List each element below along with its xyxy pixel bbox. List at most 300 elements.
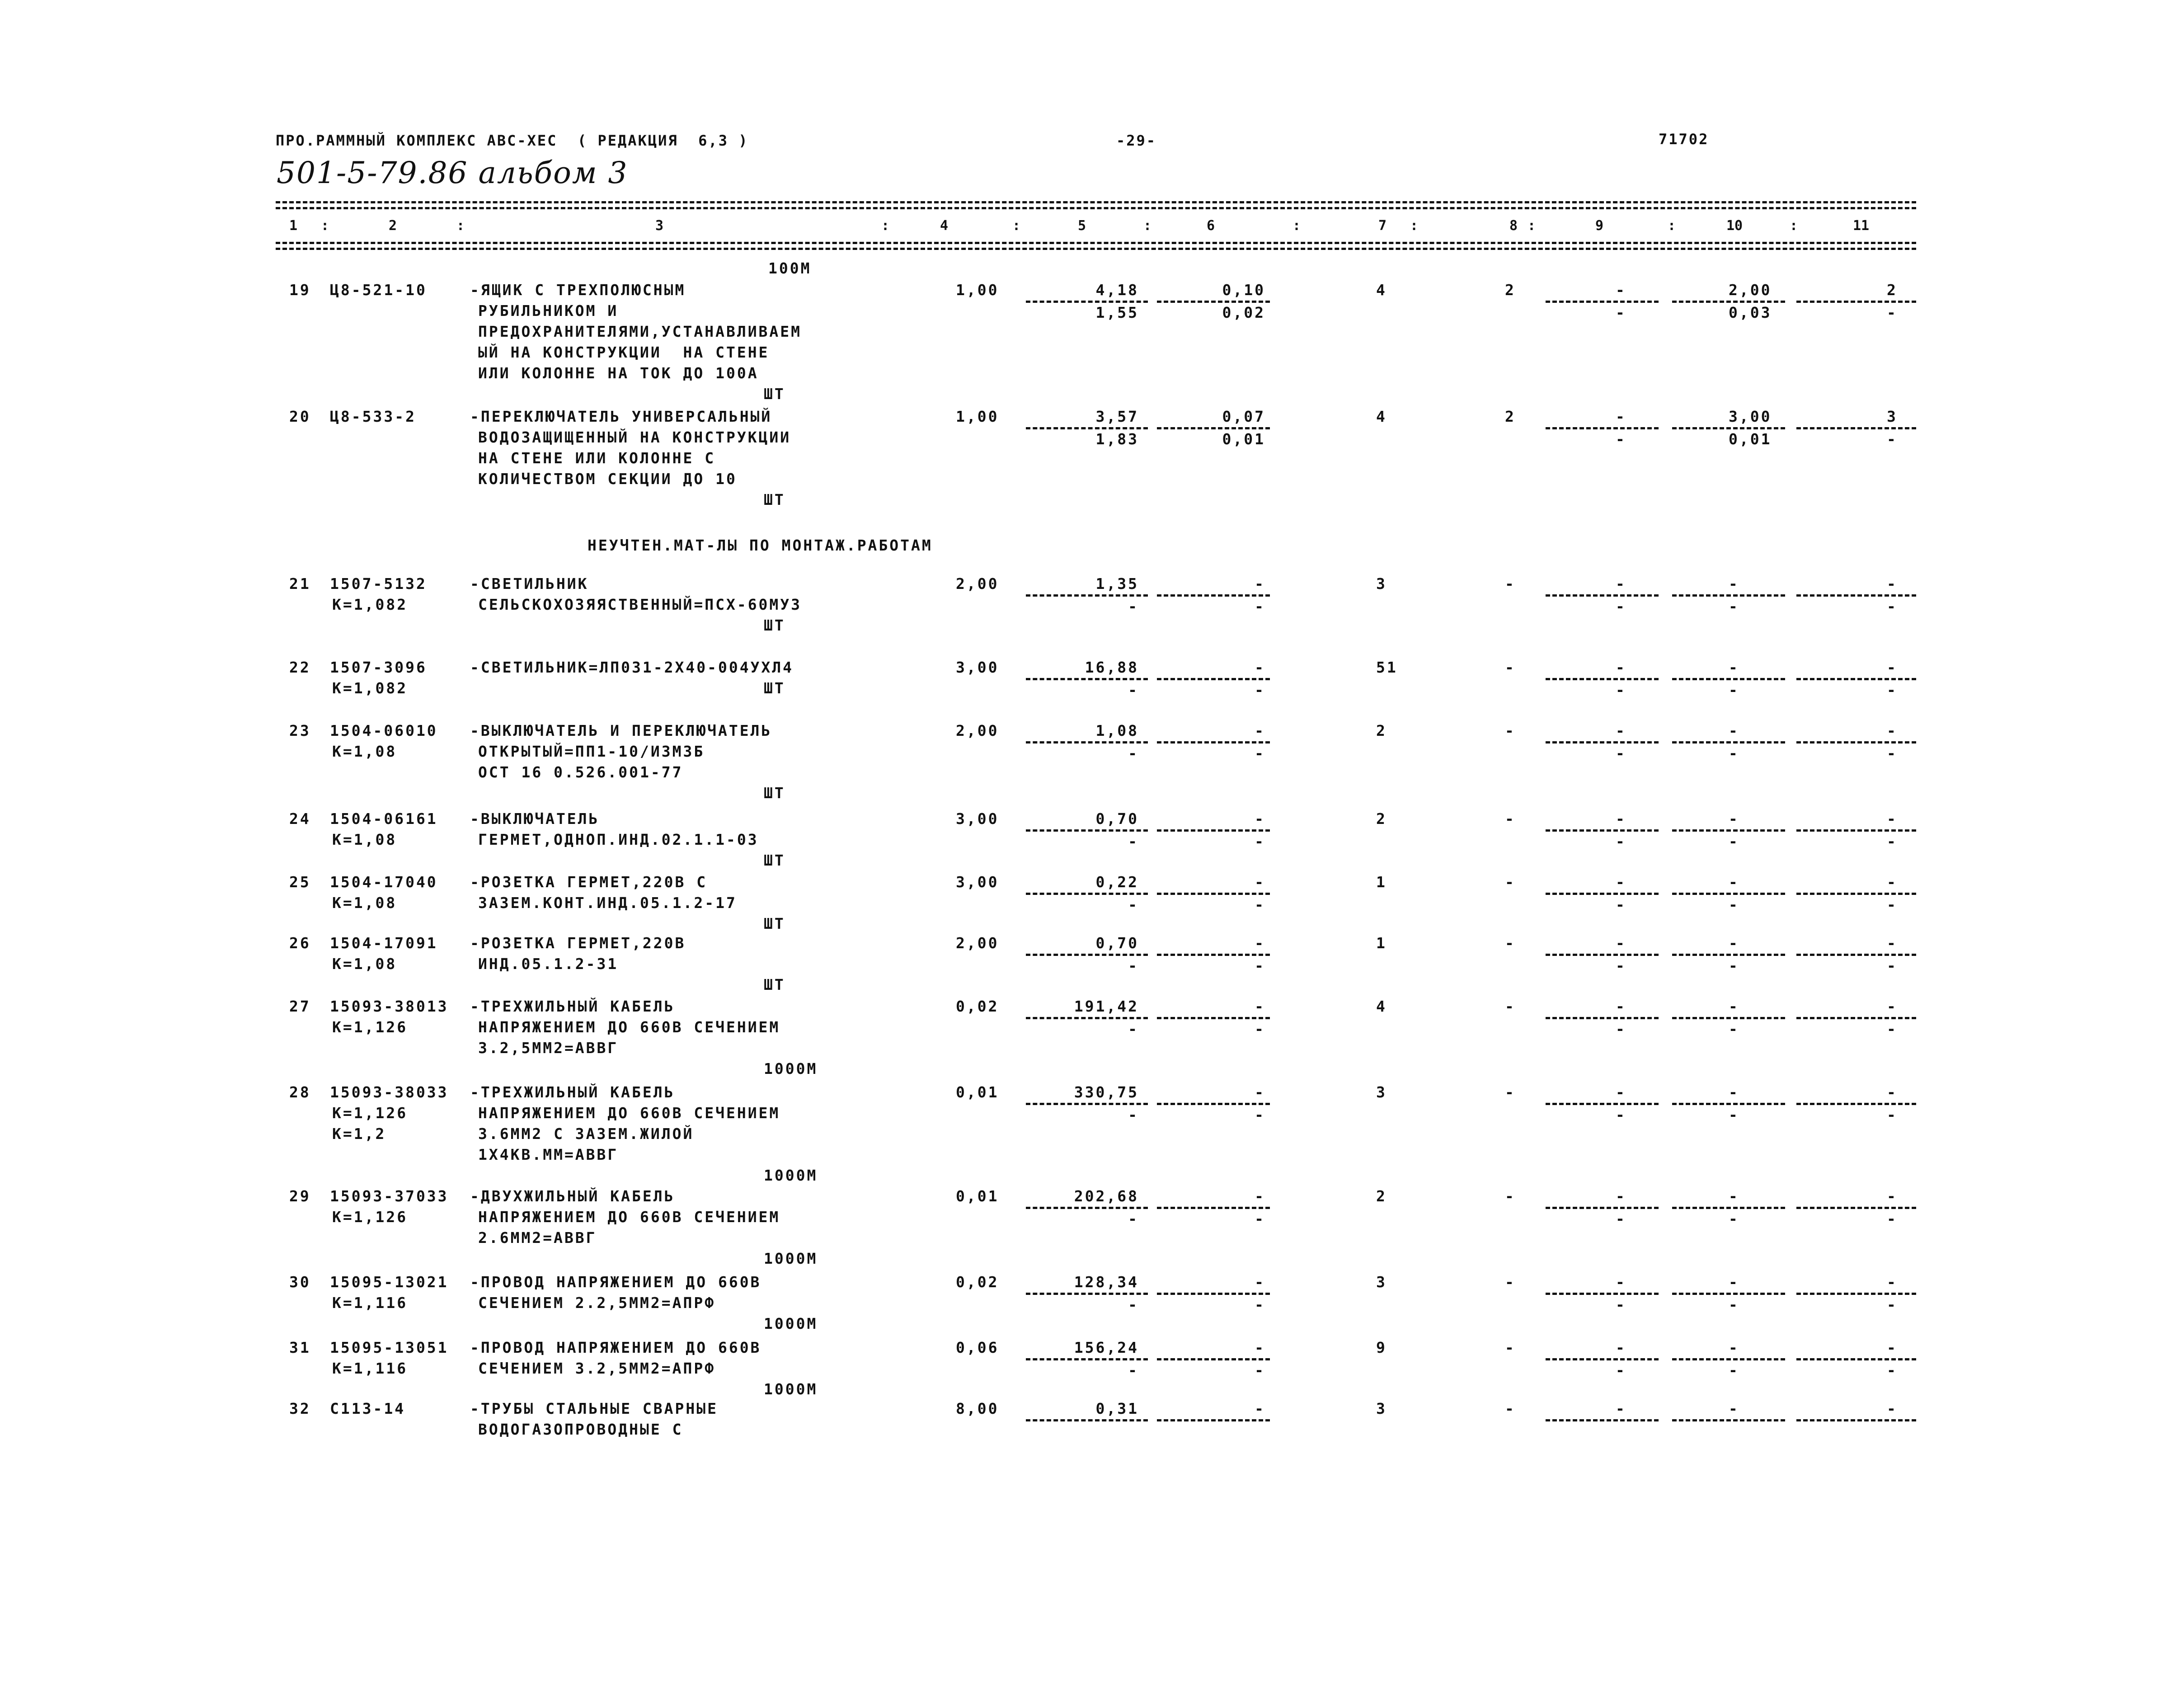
subtotal-dash-line (1796, 893, 1916, 895)
row-code: Ц8-521-10 (330, 281, 427, 299)
subtotal-dash-line (1157, 893, 1270, 895)
row-code: 1507-3096 (330, 659, 427, 676)
col9-value: - (1616, 873, 1626, 891)
column-number-9: 9 (1595, 218, 1604, 234)
header-rule-top-1 (276, 201, 1916, 203)
subtotal-dash-line (1026, 594, 1148, 597)
col7-value: 4 (1376, 281, 1387, 299)
row-number: 23 (289, 722, 311, 739)
subtotal-dash-line (1157, 427, 1270, 429)
col4-quantity: 3,00 (956, 659, 999, 676)
col6-subvalue: - (1255, 833, 1265, 850)
column-separator: : (1790, 218, 1798, 234)
subtotal-dash-line (1796, 1017, 1916, 1019)
row-number: 25 (289, 873, 311, 891)
row-coefficient: К=1,08 (332, 894, 397, 912)
col6-value: - (1255, 1083, 1265, 1101)
row-coefficient: К=1,08 (332, 831, 397, 848)
col6-value: - (1255, 722, 1265, 739)
subtotal-dash-line (1157, 954, 1270, 956)
col10-subvalue: - (1729, 1210, 1739, 1228)
col5-value: 0,70 (1095, 810, 1139, 828)
col10-subvalue: - (1729, 1106, 1739, 1124)
col8-value: - (1505, 934, 1516, 952)
subtotal-dash-line (1546, 829, 1659, 832)
subtotal-dash-line (1796, 1358, 1916, 1360)
row-description-line: СЕЛЬСКОХОЗЯЯСТВЕННЫЙ=ПСХ-60МУ3 (478, 596, 802, 613)
col4-quantity: 0,01 (956, 1083, 999, 1101)
row-code: 15095-13021 (330, 1273, 449, 1291)
subtotal-dash-line (1546, 678, 1659, 680)
row-description-line: -СВЕТИЛЬНИК=ЛП031-2Х40-004УХЛ4 (470, 659, 794, 676)
col11-value: - (1887, 1400, 1898, 1417)
col11-value: - (1887, 934, 1898, 952)
subtotal-dash-line (1546, 1017, 1659, 1019)
col10-subvalue: - (1729, 1020, 1739, 1038)
col10-value: - (1729, 873, 1739, 891)
row-description-line: КОЛИЧЕСТВОМ СЕКЦИИ ДО 10 (478, 470, 737, 488)
col4-quantity: 0,02 (956, 1273, 999, 1291)
col9-subvalue: - (1616, 1210, 1626, 1228)
row-description-line: -ПЕРЕКЛЮЧАТЕЛЬ УНИВЕРСАЛЬНЫЙ (470, 408, 772, 425)
col8-value: 2 (1505, 408, 1516, 425)
row-unit: 1000М (764, 1250, 818, 1267)
subtotal-dash-line (1546, 1358, 1659, 1360)
col10-subvalue: - (1729, 744, 1739, 762)
col9-subvalue: - (1616, 1361, 1626, 1379)
col9-value: - (1616, 575, 1626, 593)
row-description-line: НАПРЯЖЕНИЕМ ДО 660В СЕЧЕНИЕМ (478, 1208, 780, 1226)
row-unit: ШТ (764, 679, 785, 697)
col5-value: 1,35 (1095, 575, 1139, 593)
row-number: 31 (289, 1339, 311, 1356)
subtotal-dash-line (1157, 1017, 1270, 1019)
col4-quantity: 0,06 (956, 1339, 999, 1356)
row-description-line: -ВЫКЛЮЧАТЕЛЬ И ПЕРЕКЛЮЧАТЕЛЬ (470, 722, 772, 739)
subtotal-dash-line (1026, 1419, 1148, 1421)
row-description-line: ПРЕДОХРАНИТЕЛЯМИ,УСТАНАВЛИВАЕМ (478, 323, 802, 340)
row-coefficient: К=1,08 (332, 955, 397, 973)
col7-value: 51 (1376, 659, 1398, 676)
col4-quantity: 8,00 (956, 1400, 999, 1417)
subtotal-dash-line (1157, 1207, 1270, 1209)
subtotal-dash-line (1672, 594, 1785, 597)
row-description-line: СЕЧЕНИЕМ 3.2,5ММ2=АПРФ (478, 1360, 716, 1377)
col10-subvalue: - (1729, 681, 1739, 699)
row-description-line: 2.6ММ2=АВВГ (478, 1229, 597, 1247)
col11-value: - (1887, 575, 1898, 593)
column-number-4: 4 (940, 218, 949, 234)
section-heading: НЕУЧТЕН.МАТ-ЛЫ ПО МОНТАЖ.РАБОТАМ (588, 536, 933, 554)
col9-value: - (1616, 1273, 1626, 1291)
subtotal-dash-line (1026, 1207, 1148, 1209)
column-number-11: 11 (1853, 218, 1870, 234)
col11-value: - (1887, 1273, 1898, 1291)
col9-subvalue: - (1616, 957, 1626, 974)
subtotal-dash-line (1026, 829, 1148, 832)
column-separator: : (1143, 218, 1152, 234)
col6-value: - (1255, 998, 1265, 1015)
subtotal-dash-line (1546, 301, 1659, 303)
subtotal-dash-line (1796, 741, 1916, 743)
col11-value: - (1887, 810, 1898, 828)
column-separator: : (881, 218, 890, 234)
subtotal-dash-line (1672, 893, 1785, 895)
col6-value: - (1255, 1187, 1265, 1205)
col11-value: - (1887, 998, 1898, 1015)
col4-quantity: 1,00 (956, 408, 999, 425)
col8-value: - (1505, 659, 1516, 676)
subtotal-dash-line (1796, 954, 1916, 956)
subtotal-dash-line (1672, 1207, 1785, 1209)
col5-subvalue: - (1128, 1210, 1139, 1228)
header-rule-top-2 (276, 207, 1916, 209)
subtotal-dash-line (1796, 1207, 1916, 1209)
row-number: 19 (289, 281, 311, 299)
col5-value: 1,08 (1095, 722, 1139, 739)
header-rule-bottom-2 (276, 248, 1916, 250)
row-unit: ШТ (764, 616, 785, 634)
row-number: 20 (289, 408, 311, 425)
col7-value: 1 (1376, 934, 1387, 952)
row-code: 15093-37033 (330, 1187, 449, 1205)
row-code: 1504-06010 (330, 722, 438, 739)
col4-quantity: 0,02 (956, 998, 999, 1015)
column-number-5: 5 (1078, 218, 1086, 234)
subtotal-dash-line (1157, 1358, 1270, 1360)
col6-subvalue: 0,02 (1222, 304, 1265, 321)
col5-value: 191,42 (1074, 998, 1139, 1015)
row-description-line: -ТРУБЫ СТАЛЬНЫЕ СВАРНЫЕ (470, 1400, 718, 1417)
col6-value: - (1255, 659, 1265, 676)
col8-value: - (1505, 722, 1516, 739)
row-description-line: 3.6ММ2 С ЗАЗЕМ.ЖИЛОЙ (478, 1125, 694, 1143)
col11-subvalue: - (1887, 1361, 1898, 1379)
row-description-line: ВОДОГАЗОПРОВОДНЫЕ С (478, 1421, 683, 1438)
subtotal-dash-line (1026, 301, 1148, 303)
col11-subvalue: - (1887, 833, 1898, 850)
col5-subvalue: - (1128, 833, 1139, 850)
col4-quantity: 0,01 (956, 1187, 999, 1205)
row-code: Ц8-533-2 (330, 408, 416, 425)
row-unit: ШТ (764, 491, 785, 508)
col4-quantity: 2,00 (956, 575, 999, 593)
col9-subvalue: - (1616, 833, 1626, 850)
col9-value: - (1616, 810, 1626, 828)
col5-value: 3,57 (1095, 408, 1139, 425)
row-coefficient: К=1,116 (332, 1360, 408, 1377)
col9-subvalue: - (1616, 304, 1626, 321)
col8-value: - (1505, 575, 1516, 593)
col10-subvalue: - (1729, 1361, 1739, 1379)
row-unit: ШТ (764, 976, 785, 993)
row-number: 27 (289, 998, 311, 1015)
subtotal-dash-line (1026, 678, 1148, 680)
album-reference: 501-5-79.86 альбом 3 (277, 155, 628, 190)
subtotal-dash-line (1672, 1017, 1785, 1019)
row-unit: 1000М (764, 1167, 818, 1184)
subtotal-dash-line (1796, 829, 1916, 832)
col5-value: 128,34 (1074, 1273, 1139, 1291)
col8-value: - (1505, 1187, 1516, 1205)
row-description-line: -ТРЕХЖИЛЬНЫЙ КАБЕЛЬ (470, 998, 675, 1015)
row-number: 29 (289, 1187, 311, 1205)
col7-value: 2 (1376, 810, 1387, 828)
row-description-line: РУБИЛЬНИКОМ И (478, 302, 619, 320)
col10-value: - (1729, 1400, 1739, 1417)
col5-value: 4,18 (1095, 281, 1139, 299)
col11-value: 2 (1887, 281, 1898, 299)
column-separator: : (1012, 218, 1021, 234)
subtotal-dash-line (1546, 594, 1659, 597)
col11-subvalue: - (1887, 430, 1898, 448)
row-coefficient: К=1,082 (332, 679, 408, 697)
col7-value: 1 (1376, 873, 1387, 891)
col5-subvalue: - (1128, 1020, 1139, 1038)
subtotal-dash-line (1796, 594, 1916, 597)
col11-value: - (1887, 659, 1898, 676)
col6-subvalue: - (1255, 1020, 1265, 1038)
row-number: 26 (289, 934, 311, 952)
column-number-10: 10 (1726, 218, 1743, 234)
row-code: 1504-17091 (330, 934, 438, 952)
col6-subvalue: - (1255, 896, 1265, 913)
col4-quantity: 3,00 (956, 810, 999, 828)
column-number-1: 1 (289, 218, 298, 234)
col9-value: - (1616, 281, 1626, 299)
col8-value: - (1505, 810, 1516, 828)
row-description-line: ИЛИ КОЛОННЕ НА ТОК ДО 100А (478, 364, 759, 382)
row-code: 15093-38013 (330, 998, 449, 1015)
col8-value: 2 (1505, 281, 1516, 299)
subtotal-dash-line (1546, 427, 1659, 429)
subtotal-dash-line (1026, 1358, 1148, 1360)
col5-value: 202,68 (1074, 1187, 1139, 1205)
column-separator: : (456, 218, 465, 234)
subtotal-dash-line (1026, 741, 1148, 743)
col5-subvalue: - (1128, 1296, 1139, 1313)
col9-subvalue: - (1616, 681, 1626, 699)
col7-value: 2 (1376, 1187, 1387, 1205)
row-code: 15095-13051 (330, 1339, 449, 1356)
row-coefficient: К=1,126 (332, 1104, 408, 1122)
col5-value: 16,88 (1085, 659, 1139, 676)
row-coefficient: К=1,126 (332, 1018, 408, 1036)
column-number-2: 2 (389, 218, 397, 234)
row-number: 30 (289, 1273, 311, 1291)
page-number: -29- (1116, 132, 1157, 149)
row-unit: 1000М (764, 1315, 818, 1332)
subtotal-dash-line (1157, 1293, 1270, 1295)
col6-value: 0,10 (1222, 281, 1265, 299)
col10-value: 2,00 (1729, 281, 1772, 299)
row-coefficient: К=1,126 (332, 1208, 408, 1226)
subtotal-dash-line (1796, 301, 1916, 303)
col5-subvalue: - (1128, 681, 1139, 699)
column-number-7: 7 (1378, 218, 1387, 234)
row-description-line: -ВЫКЛЮЧАТЕЛЬ (470, 810, 600, 828)
row-unit: 1000М (764, 1060, 818, 1077)
col10-value: - (1729, 659, 1739, 676)
col5-subvalue: - (1128, 896, 1139, 913)
col7-value: 3 (1376, 575, 1387, 593)
col7-value: 4 (1376, 998, 1387, 1015)
col7-value: 4 (1376, 408, 1387, 425)
col8-value: - (1505, 873, 1516, 891)
column-separator: : (1528, 218, 1536, 234)
subtotal-dash-line (1672, 1419, 1785, 1421)
row-description-line: НАПРЯЖЕНИЕМ ДО 660В СЕЧЕНИЕМ (478, 1104, 780, 1122)
subtotal-dash-line (1157, 741, 1270, 743)
col9-value: - (1616, 1187, 1626, 1205)
col8-value: - (1505, 1083, 1516, 1101)
row-unit: ШТ (764, 784, 785, 802)
col6-value: - (1255, 810, 1265, 828)
col4-quantity: 3,00 (956, 873, 999, 891)
col9-value: - (1616, 998, 1626, 1015)
subtotal-dash-line (1672, 678, 1785, 680)
col5-subvalue: 1,55 (1095, 304, 1139, 321)
col6-value: - (1255, 1400, 1265, 1417)
subtotal-dash-line (1546, 741, 1659, 743)
col6-value: - (1255, 934, 1265, 952)
col10-subvalue: - (1729, 598, 1739, 615)
subtotal-dash-line (1672, 301, 1785, 303)
col6-subvalue: - (1255, 1210, 1265, 1228)
column-number-6: 6 (1207, 218, 1215, 234)
column-separator: : (321, 218, 329, 234)
subtotal-dash-line (1026, 893, 1148, 895)
col8-value: - (1505, 1273, 1516, 1291)
col5-subvalue: - (1128, 744, 1139, 762)
col11-subvalue: - (1887, 1106, 1898, 1124)
column-number-8: 8 (1509, 218, 1518, 234)
col6-value: - (1255, 575, 1265, 593)
row-description-line: ГЕРМЕТ,ОДНОП.ИНД.02.1.1-03 (478, 831, 759, 848)
col11-subvalue: - (1887, 1020, 1898, 1038)
col5-subvalue: - (1128, 598, 1139, 615)
subtotal-dash-line (1157, 594, 1270, 597)
subtotal-dash-line (1546, 893, 1659, 895)
col11-subvalue: - (1887, 957, 1898, 974)
subtotal-dash-line (1026, 1017, 1148, 1019)
subtotal-dash-line (1026, 427, 1148, 429)
col7-value: 3 (1376, 1083, 1387, 1101)
row-description-line: НА СТЕНЕ ИЛИ КОЛОННЕ С (478, 449, 716, 467)
col11-subvalue: - (1887, 1296, 1898, 1313)
row-description-line: 1Х4КВ.ММ=АВВГ (478, 1146, 619, 1163)
col5-subvalue: 1,83 (1095, 430, 1139, 448)
col11-subvalue: - (1887, 304, 1898, 321)
col9-subvalue: - (1616, 1106, 1626, 1124)
col10-value: - (1729, 722, 1739, 739)
subtotal-dash-line (1546, 1293, 1659, 1295)
col11-value: - (1887, 873, 1898, 891)
col6-subvalue: - (1255, 1296, 1265, 1313)
col11-value: - (1887, 722, 1898, 739)
row-description-line: -СВЕТИЛЬНИК (470, 575, 589, 593)
row-code: 1504-17040 (330, 873, 438, 891)
col10-value: - (1729, 998, 1739, 1015)
row-description-line: ВОДОЗАЩИЩЕННЫЙ НА КОНСТРУКЦИИ (478, 428, 791, 446)
row-description-line: СЕЧЕНИЕМ 2.2,5ММ2=АПРФ (478, 1294, 716, 1312)
subtotal-dash-line (1796, 678, 1916, 680)
program-title: ПРО.РАММНЫЙ КОМПЛЕКС АВС-ХЕС ( РЕДАКЦИЯ 6,3 ) (276, 132, 749, 149)
row-code: 1504-06161 (330, 810, 438, 828)
row-number: 32 (289, 1400, 311, 1417)
col10-value: - (1729, 1273, 1739, 1291)
row-description-line: ЗАЗЕМ.КОНТ.ИНД.05.1.2-17 (478, 894, 737, 912)
subtotal-dash-line (1796, 1103, 1916, 1105)
row-code: 15093-38033 (330, 1083, 449, 1101)
subtotal-dash-line (1157, 301, 1270, 303)
subtotal-dash-line (1672, 1293, 1785, 1295)
col4-quantity: 2,00 (956, 934, 999, 952)
row-description-line: -РОЗЕТКА ГЕРМЕТ,220В С (470, 873, 708, 891)
col6-value: - (1255, 873, 1265, 891)
col10-value: - (1729, 934, 1739, 952)
subtotal-dash-line (1672, 1103, 1785, 1105)
col5-value: 0,22 (1095, 873, 1139, 891)
col6-subvalue: - (1255, 1361, 1265, 1379)
col5-subvalue: - (1128, 1106, 1139, 1124)
col6-subvalue: - (1255, 957, 1265, 974)
subtotal-dash-line (1796, 1293, 1916, 1295)
subtotal-dash-line (1672, 954, 1785, 956)
col9-subvalue: - (1616, 430, 1626, 448)
row-description-line: -ПРОВОД НАПРЯЖЕНИЕМ ДО 660В (470, 1273, 761, 1291)
col4-quantity: 1,00 (956, 281, 999, 299)
row-unit: ШТ (764, 385, 785, 403)
col10-value: - (1729, 1187, 1739, 1205)
subtotal-dash-line (1672, 1358, 1785, 1360)
subtotal-dash-line (1026, 1293, 1148, 1295)
row-coefficient: К=1,116 (332, 1294, 408, 1312)
col5-value: 330,75 (1074, 1083, 1139, 1101)
row-description-line: -ПРОВОД НАПРЯЖЕНИЕМ ДО 660В (470, 1339, 761, 1356)
col5-subvalue: - (1128, 1361, 1139, 1379)
col6-value: - (1255, 1339, 1265, 1356)
subtotal-dash-line (1546, 1207, 1659, 1209)
row-description-line: -ДВУХЖИЛЬНЫЙ КАБЕЛЬ (470, 1187, 675, 1205)
col9-value: - (1616, 934, 1626, 952)
row-description-line: ОСТ 16 0.526.001-77 (478, 763, 683, 781)
col6-subvalue: - (1255, 681, 1265, 699)
row-description-line: -РОЗЕТКА ГЕРМЕТ,220В (470, 934, 686, 952)
col10-value: - (1729, 1083, 1739, 1101)
col9-value: - (1616, 659, 1626, 676)
col7-value: 3 (1376, 1273, 1387, 1291)
column-number-3: 3 (655, 218, 664, 234)
subtotal-dash-line (1546, 1103, 1659, 1105)
row-description-line: ИНД.05.1.2-31 (478, 955, 619, 973)
col6-subvalue: - (1255, 598, 1265, 615)
row-coefficient: К=1,08 (332, 743, 397, 760)
row-code: 1507-5132 (330, 575, 427, 593)
col9-value: - (1616, 1400, 1626, 1417)
col7-value: 2 (1376, 722, 1387, 739)
col10-value: - (1729, 810, 1739, 828)
subtotal-dash-line (1796, 427, 1916, 429)
col10-value: - (1729, 575, 1739, 593)
subtotal-dash-line (1672, 741, 1785, 743)
row-number: 28 (289, 1083, 311, 1101)
col4-quantity: 2,00 (956, 722, 999, 739)
col5-value: 0,70 (1095, 934, 1139, 952)
col10-subvalue: - (1729, 896, 1739, 913)
subtotal-dash-line (1672, 427, 1785, 429)
row-number: 22 (289, 659, 311, 676)
